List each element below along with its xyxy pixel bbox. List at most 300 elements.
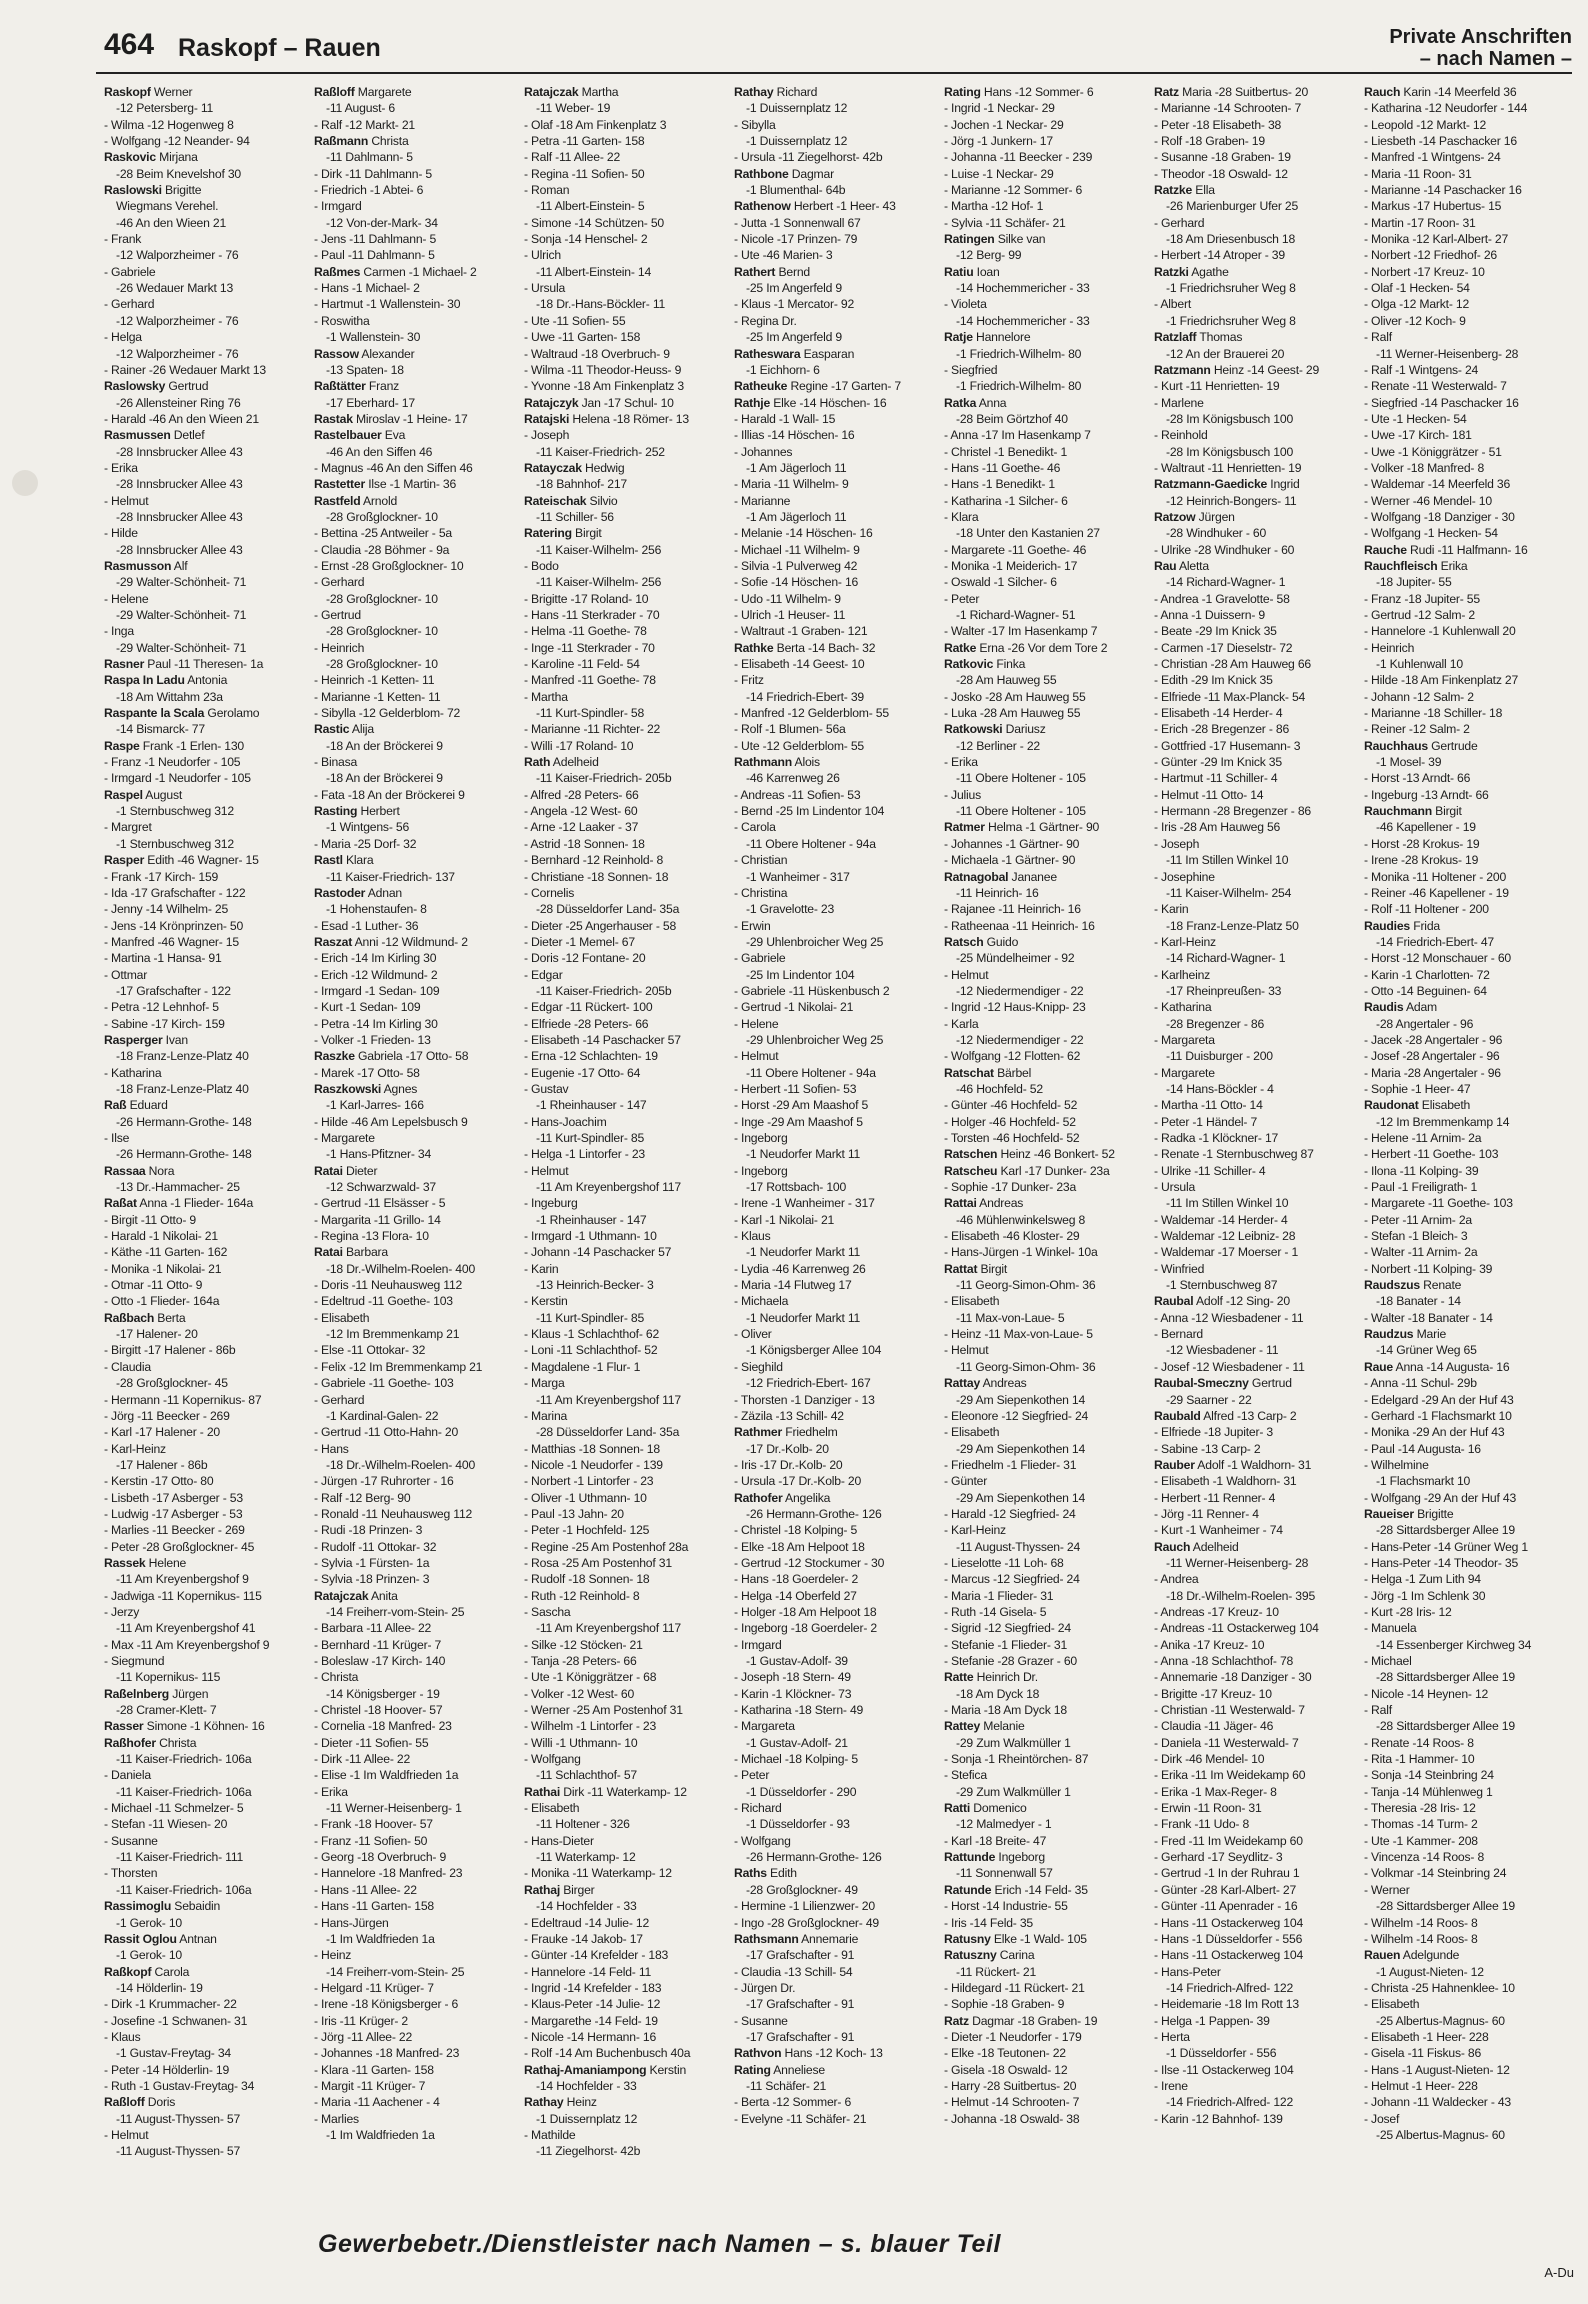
entry-detail: -18 Bahnhof- 217 — [536, 477, 627, 492]
directory-entry — [314, 918, 516, 934]
directory-entry — [944, 1228, 1146, 1244]
entry-detail: -11 Schäfer- 21 — [746, 2078, 827, 2093]
directory-entry — [1364, 574, 1566, 590]
entry-detail: Birgit — [1431, 804, 1462, 819]
entry-surname: Rathje — [734, 395, 771, 410]
directory-entry — [314, 1686, 516, 1702]
entry-detail: - Ingeburg -13 Arndt- 66 — [1364, 787, 1489, 802]
directory-entry — [1364, 901, 1566, 917]
directory-entry — [1154, 1359, 1356, 1375]
directory-entry — [734, 1637, 936, 1653]
entry-detail: - Otto -14 Beguinen- 64 — [1364, 983, 1487, 998]
directory-entry — [104, 198, 306, 214]
entry-detail: - Sascha — [524, 1604, 571, 1619]
directory-entry — [524, 362, 726, 378]
entry-detail: - Horst -29 Am Maashof 5 — [734, 1098, 869, 1113]
directory-entry — [524, 313, 726, 329]
entry-detail: - Jürgen Dr. — [734, 1980, 796, 1995]
directory-entry — [314, 1849, 516, 1865]
entry-detail: - Gisela -11 Fiskus- 86 — [1364, 2046, 1482, 2061]
directory-entry — [104, 1065, 306, 1081]
entry-detail: Andreas — [980, 1376, 1027, 1391]
directory-entry — [1364, 2094, 1566, 2110]
entry-surname: Rau — [1154, 558, 1177, 573]
directory-entry — [734, 1555, 936, 1571]
directory-entry — [734, 1620, 936, 1636]
directory-entry — [314, 1310, 516, 1326]
directory-entry — [734, 1800, 936, 1816]
entry-detail: - Helene — [104, 591, 149, 606]
entry-surname: Raßelnberg — [104, 1686, 170, 1701]
directory-entry — [1154, 231, 1356, 247]
directory-entry — [524, 885, 726, 901]
entry-detail: - Marianne -18 Schiller- 18 — [1364, 706, 1503, 721]
entry-surname: Ratiu — [944, 264, 974, 279]
directory-entry — [104, 1114, 306, 1130]
entry-detail: -1 Kardinal-Galen- 22 — [326, 1408, 439, 1423]
entry-detail: - Elisabeth — [1364, 1997, 1420, 2012]
entry-detail: Aletta — [1176, 558, 1209, 573]
directory-entry — [734, 672, 936, 688]
entry-detail: - Michaela -1 Gärtner- 90 — [944, 853, 1076, 868]
entry-surname: Rathaj-Amaniampong — [524, 2062, 647, 2077]
directory-entry — [1154, 1996, 1356, 2012]
directory-entry — [104, 1915, 306, 1931]
directory-entry — [104, 182, 306, 198]
directory-entry — [1154, 1163, 1356, 1179]
directory-entry — [734, 1784, 936, 1800]
entry-surname: Rathert — [734, 264, 776, 279]
entry-surname: Raudzus — [1364, 1327, 1414, 1342]
entry-detail: - Ottmar — [104, 967, 148, 982]
entry-detail: -1 Friedrichsruher Weg 8 — [1166, 313, 1296, 328]
entry-detail: - Josefine -1 Schwanen- 31 — [104, 2013, 248, 2028]
directory-entry — [734, 542, 936, 558]
directory-entry — [314, 607, 516, 623]
entry-surname: Rathsmann — [734, 1931, 799, 1946]
directory-entry — [944, 1604, 1146, 1620]
directory-entry — [1154, 1048, 1356, 1064]
entry-detail: Adolf -1 Waldhorn- 31 — [1194, 1457, 1312, 1472]
directory-entry — [314, 2094, 516, 2110]
entry-detail: -1 Friedrichsruher Weg 8 — [1166, 281, 1296, 296]
directory-entry — [314, 444, 516, 460]
directory-entry — [1154, 558, 1356, 574]
directory-entry — [524, 1865, 726, 1881]
entry-detail: - Hans-Peter — [1154, 1964, 1221, 1979]
directory-entry — [944, 591, 1146, 607]
entry-detail: - Rajanee -11 Heinrich- 16 — [944, 902, 1081, 917]
directory-entry — [524, 2062, 726, 2078]
entry-detail: - Ingeburg — [524, 1196, 578, 1211]
directory-entry — [734, 149, 936, 165]
entry-detail: - Irene -28 Krokus- 19 — [1364, 853, 1479, 868]
entry-detail: - Fata -18 An der Bröckerei 9 — [314, 787, 465, 802]
entry-detail: -1 Blumenthal- 64b — [746, 183, 846, 198]
entry-detail: - Erika -11 Im Weidekamp 60 — [1154, 1768, 1306, 1783]
entry-detail: - Luise -1 Neckar- 29 — [944, 166, 1054, 181]
entry-detail: -29 Am Siepenkothen 14 — [956, 1490, 1086, 1505]
entry-detail: - Jenny -14 Wilhelm- 25 — [104, 902, 229, 917]
directory-entry — [314, 689, 516, 705]
directory-entry — [524, 215, 726, 231]
entry-detail: - Helmut -1 Heer- 228 — [1364, 2078, 1478, 2093]
directory-entry — [314, 1081, 516, 1097]
directory-entry — [1154, 1915, 1356, 1931]
directory-entry — [524, 1163, 726, 1179]
directory-entry — [734, 1833, 936, 1849]
directory-entry — [1154, 1980, 1356, 1996]
directory-entry — [1364, 1326, 1566, 1342]
directory-entry — [1154, 84, 1356, 100]
directory-entry — [734, 2029, 936, 2045]
entry-detail: - Christa -25 Hahnenklee- 10 — [1364, 1980, 1515, 1995]
entry-detail: - Bernhard -11 Krüger- 7 — [314, 1637, 442, 1652]
entry-detail: - Marcus -12 Siegfried- 24 — [944, 1572, 1080, 1587]
directory-entry — [314, 640, 516, 656]
entry-surname: Rath — [524, 755, 551, 770]
directory-entry — [104, 444, 306, 460]
directory-entry — [314, 1669, 516, 1685]
directory-entry — [944, 296, 1146, 312]
entry-detail: - Horst -14 Industrie- 55 — [944, 1899, 1068, 1914]
entry-detail: - Peter -18 Elisabeth- 38 — [1154, 117, 1282, 132]
entry-detail: - Dieter -1 Memel- 67 — [524, 934, 635, 949]
entry-detail: -14 Bismarck- 77 — [116, 722, 205, 737]
directory-entry — [1364, 721, 1566, 737]
directory-entry — [944, 672, 1146, 688]
directory-entry — [1364, 918, 1566, 934]
directory-entry — [734, 2078, 936, 2094]
directory-entry — [104, 329, 306, 345]
directory-entry — [1364, 1898, 1566, 1914]
entry-detail: -11 August-Thyssen- 57 — [116, 2144, 241, 2159]
entry-surname: Ratering — [524, 526, 572, 541]
directory-entry — [734, 999, 936, 1015]
entry-surname: Raßloff — [104, 2095, 145, 2110]
directory-entry — [104, 1800, 306, 1816]
entry-detail: -11 Kaiser-Friedrich- 205b — [536, 771, 672, 786]
entry-detail: - Günter -28 Karl-Albert- 27 — [1154, 1882, 1297, 1897]
entry-detail: Erna -26 Vor dem Tore 2 — [976, 640, 1108, 655]
entry-detail: - Hannelore -14 Feld- 11 — [524, 1964, 652, 1979]
directory-entry — [944, 999, 1146, 1015]
entry-surname: Ratajski — [524, 411, 570, 426]
directory-entry — [1364, 1816, 1566, 1832]
directory-entry — [734, 1767, 936, 1783]
entry-detail: -13 Spaten- 18 — [326, 362, 404, 377]
entry-detail: - Maria -1 Flieder- 31 — [944, 1588, 1054, 1603]
entry-detail: Jürgen — [169, 1686, 209, 1701]
directory-entry — [524, 411, 726, 427]
directory-entry — [1154, 1849, 1356, 1865]
entry-detail: - Gerhard — [1154, 215, 1205, 230]
entry-detail: Ilse -1 Martin- 36 — [365, 477, 457, 492]
entry-detail: Brigitte — [161, 183, 202, 198]
directory-entry — [1364, 1637, 1566, 1653]
entry-detail: Renate — [1419, 1278, 1462, 1293]
entry-detail: Klara — [342, 853, 374, 868]
directory-entry — [734, 1359, 936, 1375]
directory-entry — [524, 1065, 726, 1081]
directory-entry — [734, 117, 936, 133]
directory-entry — [1154, 1833, 1356, 1849]
entry-detail: - Bernard — [1154, 1327, 1204, 1342]
directory-entry — [104, 509, 306, 525]
directory-entry — [1364, 2078, 1566, 2094]
directory-entry — [734, 1506, 936, 1522]
directory-entry — [104, 1179, 306, 1195]
entry-detail: -11 Kaiser-Friedrich- 106a — [116, 1784, 252, 1799]
directory-entry — [524, 1718, 726, 1734]
entry-detail: - Bettina -25 Antweiler - 5a — [314, 526, 453, 541]
edge-index-icon — [12, 470, 38, 496]
directory-entry — [944, 885, 1146, 901]
entry-detail: -14 Freiherr-vom-Stein- 25 — [326, 1964, 465, 1979]
directory-entry — [734, 738, 936, 754]
directory-entry — [1154, 2078, 1356, 2094]
entry-detail: -11 Kopernikus- 115 — [116, 1670, 221, 1685]
directory-entry — [104, 1473, 306, 1489]
directory-entry — [1364, 787, 1566, 803]
directory-entry — [1154, 198, 1356, 214]
directory-entry — [314, 1473, 516, 1489]
directory-entry — [524, 247, 726, 263]
directory-entry — [1364, 672, 1566, 688]
entry-detail: - Gerhard — [314, 575, 365, 590]
entry-detail: -11 Albert-Einstein- 14 — [536, 264, 652, 279]
entry-detail: - Horst -12 Monschauer - 60 — [1364, 951, 1512, 966]
directory-entry — [944, 1490, 1146, 1506]
directory-entry — [734, 1849, 936, 1865]
entry-surname: Rauch — [1364, 85, 1401, 99]
directory-entry — [524, 329, 726, 345]
directory-entry — [944, 215, 1146, 231]
entry-detail: - Jörg -1 Junkern- 17 — [944, 134, 1053, 149]
directory-entry — [734, 231, 936, 247]
entry-detail: - Werner -46 Mendel- 10 — [1364, 493, 1492, 508]
entry-detail: -1 Mosel- 39 — [1376, 755, 1442, 770]
directory-entry — [524, 1114, 726, 1130]
entry-detail: - Albert — [1154, 297, 1192, 312]
entry-detail: Annemarie — [798, 1931, 859, 1946]
entry-detail: -14 Hochfelder - 33 — [536, 2078, 637, 2093]
directory-entry — [734, 1735, 936, 1751]
directory-entry — [944, 1293, 1146, 1309]
entry-detail: -29 Am Siepenkothen 14 — [956, 1392, 1086, 1407]
directory-entry — [314, 885, 516, 901]
entry-detail: Dagmar -18 Graben- 19 — [968, 2013, 1098, 2028]
entry-detail: -28 Am Hauweg 55 — [956, 673, 1057, 688]
entry-detail: -11 Obere Holtener - 94a — [746, 1065, 876, 1080]
entry-detail: -14 Essenberger Kirchweg 34 — [1376, 1637, 1532, 1652]
entry-detail: - Wolfgang -12 Flotten- 62 — [944, 1049, 1081, 1064]
entry-detail: -1 Düsseldorfer - 290 — [746, 1784, 857, 1799]
entry-detail: - Monika -1 Nikolai- 21 — [104, 1261, 222, 1276]
entry-detail: -26 Allensteiner Ring 76 — [116, 395, 241, 410]
entry-detail: - Esad -1 Luther- 36 — [314, 918, 419, 933]
entry-detail: -28 Sittardsberger Allee 19 — [1376, 1719, 1515, 1734]
directory-entry — [104, 738, 306, 754]
entry-detail: - Anna -1 Duissern- 9 — [1154, 608, 1265, 622]
directory-entry — [104, 1669, 306, 1685]
entry-detail: - Karl-Heinz — [104, 1441, 166, 1456]
directory-entry — [734, 1424, 936, 1440]
directory-entry — [734, 1522, 936, 1538]
entry-detail: -18 Franz-Lenze-Platz 40 — [116, 1049, 249, 1064]
entry-detail: - Bodo — [524, 558, 559, 573]
entry-detail: - Regina -11 Sofien- 50 — [524, 166, 645, 181]
entry-detail: -18 Dr.-Wilhelm-Roelen- 400 — [326, 1261, 476, 1276]
directory-entry — [1154, 1457, 1356, 1473]
entry-detail: - Ingeborg — [734, 1163, 788, 1178]
directory-entry — [314, 1195, 516, 1211]
entry-detail: - Ursula -11 Ziegelhorst- 42b — [734, 150, 883, 165]
column-6 — [1154, 84, 1356, 2224]
entry-detail: - Ursula — [1154, 1180, 1196, 1195]
directory-entry — [1154, 1114, 1356, 1130]
entry-detail: - Friedhelm -1 Flieder- 31 — [944, 1457, 1077, 1472]
entry-detail: -29 Zum Walkmüller 1 — [956, 1784, 1071, 1799]
directory-entry — [104, 705, 306, 721]
directory-entry — [314, 1931, 516, 1947]
directory-entry — [1154, 1392, 1356, 1408]
directory-entry — [1364, 509, 1566, 525]
directory-entry — [1154, 1473, 1356, 1489]
entry-detail: -18 Am Dyck 18 — [956, 1686, 1040, 1701]
entry-detail: - Hermine -1 Lilienzwer- 20 — [734, 1899, 875, 1914]
entry-detail: - Lieselotte -11 Loh- 68 — [944, 1555, 1064, 1570]
directory-entry — [104, 1490, 306, 1506]
entry-detail: Alois — [792, 755, 820, 770]
directory-entry — [734, 983, 936, 999]
entry-detail: - Hans -11 Goethe- 46 — [944, 460, 1061, 475]
entry-detail: - Simone -14 Schützen- 50 — [524, 215, 664, 230]
entry-detail: - Marlies -11 Beecker - 269 — [104, 1523, 245, 1538]
entry-detail: - Jerzy — [104, 1604, 140, 1619]
directory-entry — [104, 476, 306, 492]
entry-detail: - Irene -18 Königsberger - 6 — [314, 1997, 459, 2012]
entry-detail: - Claudia — [104, 1359, 151, 1374]
directory-entry — [1364, 1980, 1566, 1996]
directory-entry — [314, 1375, 516, 1391]
directory-entry — [524, 1669, 726, 1685]
entry-detail: - Melanie -14 Höschen- 16 — [734, 526, 873, 541]
directory-entry — [1364, 2111, 1566, 2127]
entry-detail: - Ralf -1 Wintgens- 24 — [1364, 362, 1479, 377]
directory-entry — [314, 591, 516, 607]
directory-entry — [944, 395, 1146, 411]
entry-detail: -11 Schiller- 56 — [536, 509, 614, 524]
entry-detail: - Horst -13 Arndt- 66 — [1364, 771, 1471, 786]
directory-entry — [944, 770, 1146, 786]
directory-entry — [1154, 1539, 1356, 1555]
entry-detail: -29 Zum Walkmüller 1 — [956, 1735, 1071, 1750]
directory-entry — [944, 754, 1146, 770]
directory-entry — [1154, 1718, 1356, 1734]
entry-detail: - Violeta — [944, 297, 987, 312]
directory-entry — [734, 329, 936, 345]
entry-surname: Raszat — [314, 934, 353, 949]
entry-surname: Raspante la Scala — [104, 706, 205, 721]
entry-detail: - Birgit -11 Otto- 9 — [104, 1212, 196, 1227]
directory-entry — [944, 2094, 1146, 2110]
directory-entry — [944, 444, 1146, 460]
directory-entry — [1364, 1735, 1566, 1751]
entry-detail: - Friedrich -1 Abtei- 6 — [314, 183, 424, 198]
entry-detail: Frank -1 Erlen- 130 — [139, 738, 244, 753]
directory-entry — [944, 1310, 1146, 1326]
directory-entry — [104, 950, 306, 966]
directory-entry — [314, 1784, 516, 1800]
entry-detail: - Oliver — [734, 1327, 772, 1342]
entry-detail: - Heinz -11 Max-von-Laue- 5 — [944, 1327, 1093, 1342]
entry-detail: - Gertrud — [314, 608, 361, 622]
entry-detail: -28 Sittardsberger Allee 19 — [1376, 1899, 1515, 1914]
directory-entry — [104, 100, 306, 116]
entry-detail: - Monika -1 Meiderich- 17 — [944, 558, 1078, 573]
directory-entry — [104, 591, 306, 607]
entry-detail: Marie — [1413, 1327, 1447, 1342]
entry-detail: - Ralf -12 Berg- 90 — [314, 1490, 411, 1505]
directory-entry — [524, 1931, 726, 1947]
directory-entry — [314, 1800, 516, 1816]
directory-entry — [524, 934, 726, 950]
directory-entry — [734, 852, 936, 868]
entry-detail: - Rudi -18 Prinzen- 3 — [314, 1523, 423, 1538]
directory-entry — [944, 934, 1146, 950]
directory-entry — [944, 1588, 1146, 1604]
directory-entry — [524, 476, 726, 492]
directory-entry — [1154, 1375, 1356, 1391]
directory-entry — [734, 1392, 936, 1408]
entry-detail: -29 Uhlenbroicher Weg 25 — [746, 1032, 884, 1047]
entry-detail: -11 Georg-Simon-Ohm- 36 — [956, 1278, 1096, 1293]
entry-surname: Rattat — [944, 1261, 978, 1276]
directory-entry — [524, 918, 726, 934]
directory-entry — [314, 2013, 516, 2029]
directory-entry — [1154, 1669, 1356, 1685]
directory-entry — [944, 1653, 1146, 1669]
entry-detail: -25 Im Angerfeld 9 — [746, 281, 842, 296]
entry-surname: Rasmussen — [104, 428, 171, 443]
entry-detail: - Andreas -11 Sofien- 53 — [734, 787, 861, 802]
entry-detail: -28 Großglockner- 10 — [326, 657, 438, 672]
entry-detail: - Gertrud -11 Otto-Hahn- 20 — [314, 1425, 459, 1440]
directory-entry — [314, 1735, 516, 1751]
entry-detail: - Rudolf -18 Sonnen- 18 — [524, 1572, 650, 1587]
directory-entry — [104, 656, 306, 672]
entry-surname: Rating — [734, 2062, 771, 2077]
entry-detail: - Arne -12 Laaker - 37 — [524, 820, 639, 835]
directory-entry — [1154, 1506, 1356, 1522]
entry-detail: -11 Albert-Einstein- 5 — [536, 199, 645, 214]
entry-detail: -11 Kaiser-Friedrich- 252 — [536, 444, 665, 459]
directory-entry — [314, 1653, 516, 1669]
entry-detail: - Dirk -11 Dahlmann- 5 — [314, 166, 432, 181]
entry-detail: - Petra -14 Im Kirling 30 — [314, 1016, 438, 1031]
entry-detail: - Edgar — [524, 967, 563, 982]
entry-detail: Adelheid — [550, 755, 599, 770]
entry-surname: Ratunde — [944, 1882, 992, 1897]
entry-detail: -1 Am Jägerloch 11 — [746, 509, 847, 524]
directory-entry — [314, 1048, 516, 1064]
directory-entry — [104, 607, 306, 623]
directory-entry — [524, 1571, 726, 1587]
entry-detail: - Klara — [944, 509, 979, 524]
entry-detail: - Illias -14 Höschen- 16 — [734, 428, 855, 443]
directory-entry — [104, 1555, 306, 1571]
